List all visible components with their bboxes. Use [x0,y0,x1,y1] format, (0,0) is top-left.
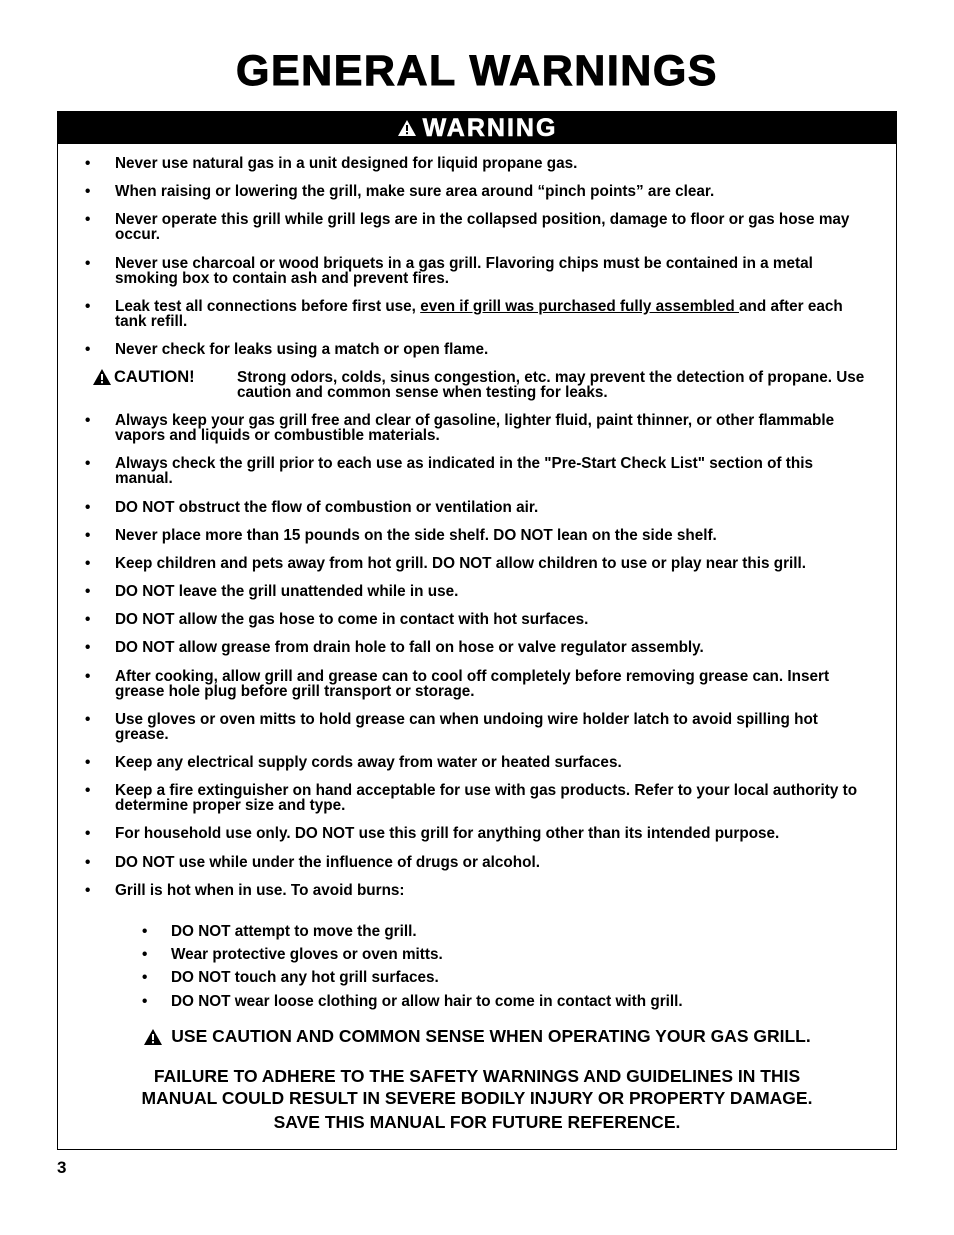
list-item-text: Never check for leaks using a match or open flame. [115,340,489,358]
warning-items-group [58,413,896,898]
list-item-text: When raising or lowering the grill, make sure area around “pinch points” are clear. [115,183,715,201]
list-item-text: Keep children and pets away from hot grill. DO NOT allow children to use or play near this grill. [115,554,807,572]
list-item [58,994,896,1009]
list-item [58,640,896,655]
failure-statement [58,1065,896,1109]
bullet: • [85,853,91,871]
save-manual-note: SAVE THIS MANUAL FOR FUTURE REFERENCE. [273,1112,681,1132]
list-item-text: Always check the grill prior to each use as indicated in the "Pre-Start Check List" section of this manual. [115,455,813,488]
caution-label: CAUTION! [114,367,195,386]
bullet: • [142,922,148,940]
list-item-text: DO NOT obstruct the flow of combustion or ventilation air. [115,498,539,516]
bullet: • [142,969,148,987]
list-item-text: DO NOT allow grease from drain hole to fall on hose or valve regulator assembly. [115,639,704,657]
list-item [58,156,896,171]
caution-label-group [92,368,195,386]
list-item-text: DO NOT leave the grill unattended while in use. [115,583,459,601]
list-item-text: Never use charcoal or wood briquets in a gas grill. Flavoring chips must be contained in a metal smoking box to contain ash and prevent fires. [115,254,813,287]
caution-text: Strong odors, colds, sinus congestion, etc. may prevent the detection of propane. Use caution and common sense when testing for leaks. [237,369,865,402]
list-item-text: After cooking, allow grill and grease can to cool off completely before removing grease can. Insert grease hole plug before grill transport or storage. [115,667,830,700]
final-caution-text: USE CAUTION AND COMMON SENSE WHEN OPERATING YOUR GAS GRILL. [171,1026,811,1046]
list-item-text: Never operate this grill while grill legs are in the collapsed position, damage to floor or gas hose may occur. [115,211,850,244]
page-title: GENERAL WARNINGS [236,47,718,95]
list-item [58,612,896,627]
bullet: • [85,754,91,771]
list-item [58,755,896,770]
bullet: • [85,155,91,172]
list-item [58,212,896,242]
warning-list [58,156,896,1017]
bullet: • [85,782,91,800]
list-item [58,883,896,898]
bullet: • [85,825,91,843]
bullet: • [85,881,91,899]
bullet: • [85,412,91,430]
list-item [58,184,896,199]
list-item [58,584,896,599]
final-caution-line [58,1026,896,1047]
list-item [58,947,896,962]
list-item [58,924,896,939]
list-item-text: DO NOT attempt to move the grill. [171,922,417,940]
bullet: • [85,710,91,728]
list-item-text: and after each tank refill. [115,297,843,330]
bullet: • [142,992,148,1010]
list-item [58,556,896,571]
list-item-underlined-text: even if grill was purchased fully assembled [420,297,739,315]
bullet: • [142,946,148,964]
caution-triangle-icon [143,1028,163,1046]
caution-triangle-icon [92,368,112,386]
caution-note [58,367,896,402]
list-item [58,712,896,742]
warning-items-group [58,156,896,357]
bullet: • [85,455,91,473]
list-item [58,500,896,515]
bullet: • [85,254,91,272]
warning-box [57,111,897,1150]
list-item [58,456,896,486]
warning-header-label: WARNING [422,113,558,142]
list-item [58,413,896,443]
list-item-text: Wear protective gloves or oven mitts. [171,946,443,964]
failure-line: FAILURE TO ADHERE TO THE SAFETY WARNINGS AND GUIDELINES IN THIS [153,1066,801,1086]
warning-header [58,112,896,144]
bullet: • [85,583,91,601]
list-item-text: Never place more than 15 pounds on the side shelf. DO NOT lean on the side shelf. [115,526,717,544]
list-item-text: Use gloves or oven mitts to hold grease can when undoing wire holder latch to avoid spilling hot grease. [115,710,818,743]
list-item-text: For household use only. DO NOT use this grill for anything other than its intended purpose. [115,825,780,843]
list-item-text: DO NOT use while under the influence of drugs or alcohol. [115,853,540,871]
bullet: • [85,211,91,229]
bullet: • [85,183,91,201]
failure-line: MANUAL COULD RESULT IN SEVERE BODILY INJURY OR PROPERTY DAMAGE. [141,1088,813,1108]
list-item [58,342,896,357]
list-item-text: Always keep your gas grill free and clear of gasoline, lighter fluid, paint thinner, or other flammable vapors and liquids or combustible materials. [115,412,835,445]
list-item-text: DO NOT wear loose clothing or allow hair to come in contact with grill. [171,992,683,1010]
list-item-text: Keep a fire extinguisher on hand acceptable for use with gas products. Refer to your local authority to determine proper size and type. [115,782,858,815]
list-item [58,528,896,543]
page-number: 3 [57,1158,67,1177]
list-item [58,826,896,841]
list-item-text: DO NOT touch any hot grill surfaces. [171,969,439,987]
list-item-text: Never use natural gas in a unit designed for liquid propane gas. [115,155,578,172]
bullet: • [85,639,91,657]
list-item-text: Leak test all connections before first use, [115,297,421,315]
bullet: • [85,498,91,516]
list-item [58,783,896,813]
list-item [58,299,896,329]
list-item [58,970,896,985]
bullet: • [85,526,91,544]
warning-triangle-icon [397,119,417,137]
list-item-text: Grill is hot when in use. To avoid burns: [115,881,405,899]
bullet: • [85,667,91,685]
list-item-text: DO NOT allow the gas hose to come in contact with hot surfaces. [115,611,589,629]
bullet: • [85,297,91,315]
list-item [58,855,896,870]
bullet: • [85,554,91,572]
list-item [58,669,896,699]
list-item-text: Keep any electrical supply cords away from water or heated surfaces. [115,754,622,771]
list-item [58,256,896,286]
bullet: • [85,340,91,358]
bullet: • [85,611,91,629]
burn-avoidance-list [58,924,896,1009]
